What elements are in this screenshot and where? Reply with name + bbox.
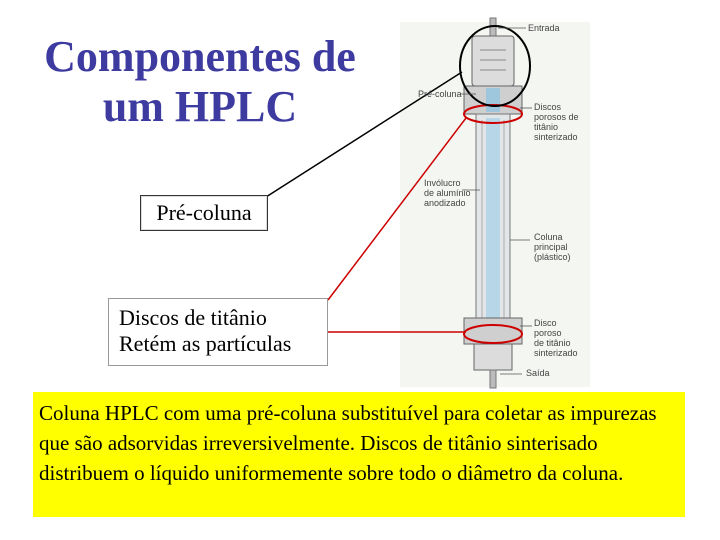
label-saida: Saída <box>526 368 550 378</box>
precoluna-callout: Pré-coluna <box>140 195 268 231</box>
title-line-2: um HPLC <box>102 82 298 131</box>
outlet-fitting <box>474 344 512 370</box>
discos-callout <box>108 298 328 366</box>
pre-column-bed <box>486 88 500 112</box>
label-discos-bottom: Disco poroso de titânio sinterizado <box>534 318 578 358</box>
outlet-tube <box>490 370 496 388</box>
label-entrada: Entrada <box>528 23 560 33</box>
title-line-1: Componentes de <box>44 32 356 81</box>
label-discos-top: Discos porosos de titânio sinterizado <box>534 102 579 142</box>
column-packing <box>486 118 500 326</box>
label-coluna-principal: Coluna principal (plástico) <box>534 232 571 262</box>
discos-callout-line-1: Discos de titânio <box>119 305 267 330</box>
caption-text: Coluna HPLC com uma pré-coluna substituível para coletar as impurezas que são adsorvidas irreversivelmente. Discos de titânio sinterisado distribuem o líquido uniformemente sobre todo o diâmetro da coluna. <box>33 392 685 517</box>
discos-callout-line-2: Retém as partículas <box>119 331 292 356</box>
top-fitting <box>472 36 514 86</box>
label-pre-coluna: Pré-coluna <box>418 89 462 99</box>
label-involucro: Invólucro de alumínio anodizado <box>424 178 471 208</box>
